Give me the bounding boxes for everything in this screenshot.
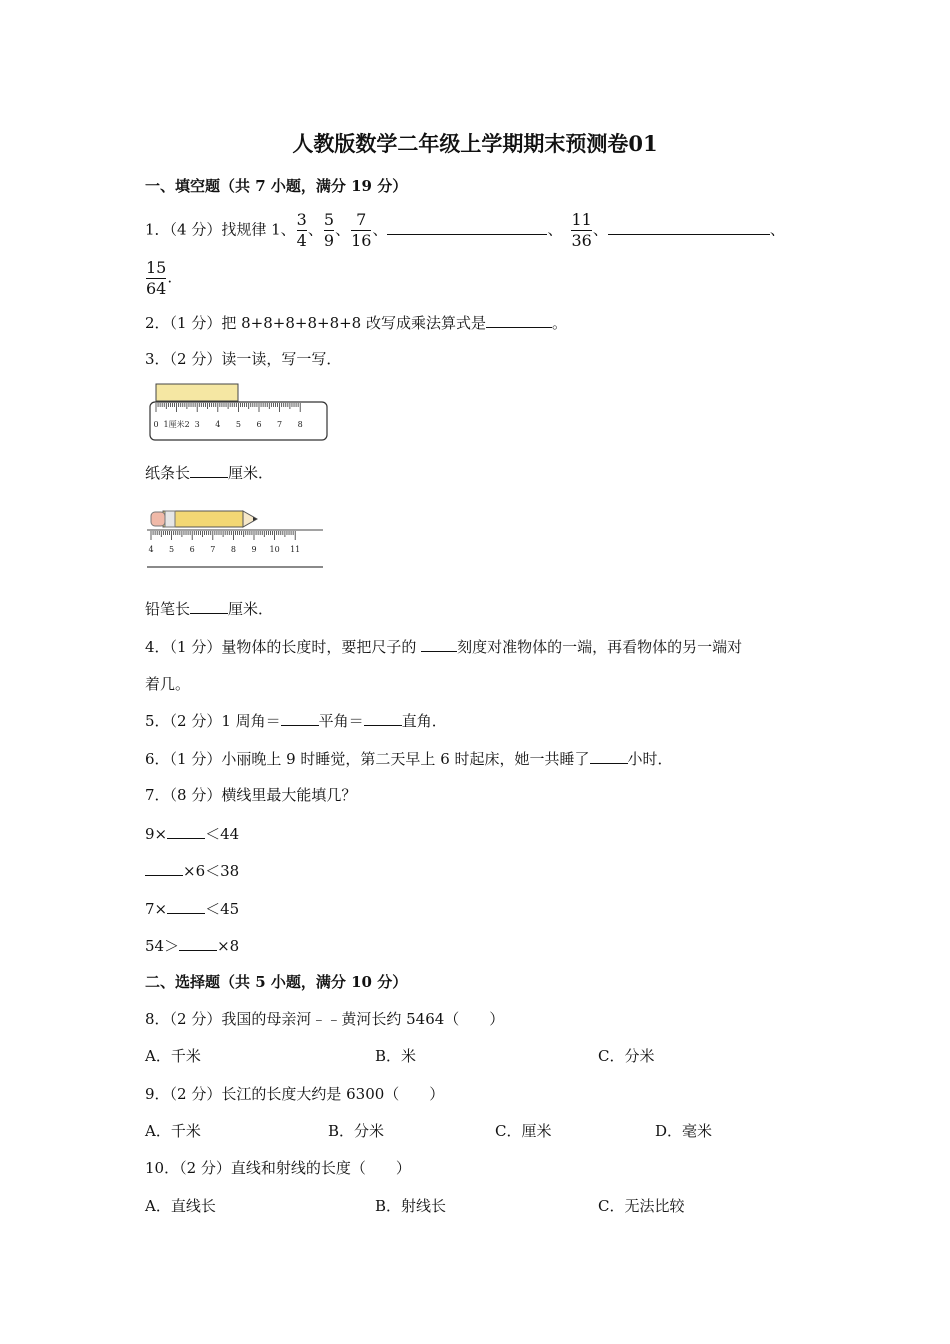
q7-row-4: 54＞ ×8 — [145, 937, 240, 955]
question-4-continued: 着几。 — [145, 675, 191, 693]
answer-blank[interactable] — [364, 710, 402, 726]
q7-row-2: ×6＜38 — [145, 860, 239, 881]
q7-row-3: 7× ＜45 — [145, 900, 240, 918]
answer-blank[interactable] — [190, 598, 228, 614]
question-6: 6．（1 分）小丽晚上 9 时睡觉，第二天早上 6 时起床，她一共睡了 小时． — [145, 750, 673, 768]
fraction-7-16: $\frac{7}{16}$ — [351, 210, 372, 250]
answer-blank[interactable] — [145, 860, 183, 876]
q10-option-c[interactable]: C．无法比较 — [598, 1197, 685, 1215]
fraction-11-36: $\frac{11}{36}$ — [571, 210, 592, 250]
ruler-label: 3 — [194, 420, 200, 429]
question-7: 7．（8 分）横线里最大能填几？ — [145, 786, 357, 804]
question-4: 4．（1 分）量物体的长度时，要把尺子的 刻度对准物体的一端，再看物体的另一端对 — [145, 638, 743, 656]
ruler-label: 10 — [269, 545, 280, 554]
section-choice-heading: 二、选择题（共 5 小题，满分 10 分） — [145, 973, 408, 991]
q8-option-c[interactable]: C．分米 — [598, 1047, 655, 1065]
ruler-label: 5 — [235, 420, 241, 429]
paper-length-line: 纸条长 厘米． — [145, 464, 274, 482]
ruler-label: 4 — [148, 545, 154, 554]
ruler-label: 7 — [277, 420, 283, 429]
ruler-label: 5 — [169, 545, 175, 554]
q9-option-c[interactable]: C．厘米 — [495, 1122, 552, 1140]
answer-blank[interactable] — [486, 312, 552, 328]
ruler-label: 8 — [297, 420, 303, 429]
q8-option-a[interactable]: A．千米 — [145, 1047, 201, 1065]
ruler-label: 8 — [230, 545, 236, 554]
answer-blank[interactable] — [608, 219, 770, 235]
ruler-label: 6 — [189, 545, 195, 554]
answer-blank[interactable] — [190, 462, 228, 478]
ruler-paper-strip-figure — [145, 382, 333, 442]
answer-blank[interactable] — [590, 748, 628, 764]
question-3: 3．（2 分）读一读，写一写． — [145, 350, 342, 368]
q10-option-b[interactable]: B．射线长 — [375, 1197, 447, 1215]
answer-blank[interactable] — [421, 636, 457, 652]
ruler-label: 1厘米2 — [163, 420, 190, 429]
fraction-3-4: $\frac{3}{4}$ — [296, 210, 307, 250]
page-title: 人教版数学二年级上学期期末预测卷01 — [292, 131, 658, 156]
ruler-label: 0 — [153, 420, 159, 429]
answer-blank[interactable] — [179, 935, 217, 951]
ruler-label: 4 — [215, 420, 221, 429]
answer-blank[interactable] — [281, 710, 319, 726]
section-fill-in-heading: 一、填空题（共 7 小题，满分 19 分） — [145, 177, 408, 195]
answer-blank[interactable] — [167, 898, 205, 914]
q9-option-a[interactable]: A．千米 — [145, 1122, 201, 1140]
question-2: 2．（1 分）把 8+8+8+8+8+8 改写成乘法算式是 。 — [145, 314, 568, 332]
answer-blank[interactable] — [167, 823, 205, 839]
question-1-continued: $\frac{15}{64}$ . — [146, 258, 173, 298]
ruler-label: 6 — [256, 420, 262, 429]
q9-option-d[interactable]: D．毫米 — [655, 1122, 713, 1140]
q7-row-1: 9× ＜44 — [145, 825, 240, 843]
question-9: 9．（2 分）长江的长度大约是 6300（ ） — [145, 1085, 445, 1103]
answer-blank[interactable] — [387, 219, 547, 235]
fraction-5-9: $\frac{5}{9}$ — [323, 210, 335, 250]
ruler-label: 11 — [290, 545, 301, 554]
q10-option-a[interactable]: A．直线长 — [145, 1197, 216, 1215]
question-1: 1．（4 分）找规律 1、 $\frac{3}{4}$ 、 $\frac{5}{9}$ 、 $\frac{7}{16}$ 、 、 $\frac{11}{36}$ 、 、 — [145, 210, 785, 250]
q8-option-b[interactable]: B．米 — [375, 1047, 417, 1065]
fraction-15-64: $\frac{15}{64}$ — [146, 258, 167, 298]
question-10: 10．（2 分）直线和射线的长度（ ） — [145, 1159, 411, 1177]
pencil-length-line: 铅笔长 厘米． — [145, 600, 274, 618]
question-8: 8．（2 分）我国的母亲河﹣﹣黄河长约 5464（ ） — [145, 1010, 505, 1028]
ruler-pencil-figure — [145, 505, 325, 573]
ruler-label: 7 — [210, 545, 216, 554]
ruler-label: 9 — [251, 545, 257, 554]
q9-option-b[interactable]: B．分米 — [328, 1122, 385, 1140]
q1-prefix: 1．（4 分）找规律 1、 — [145, 220, 296, 239]
question-5: 5．（2 分）1 周角＝ 平角＝ 直角． — [145, 712, 447, 730]
